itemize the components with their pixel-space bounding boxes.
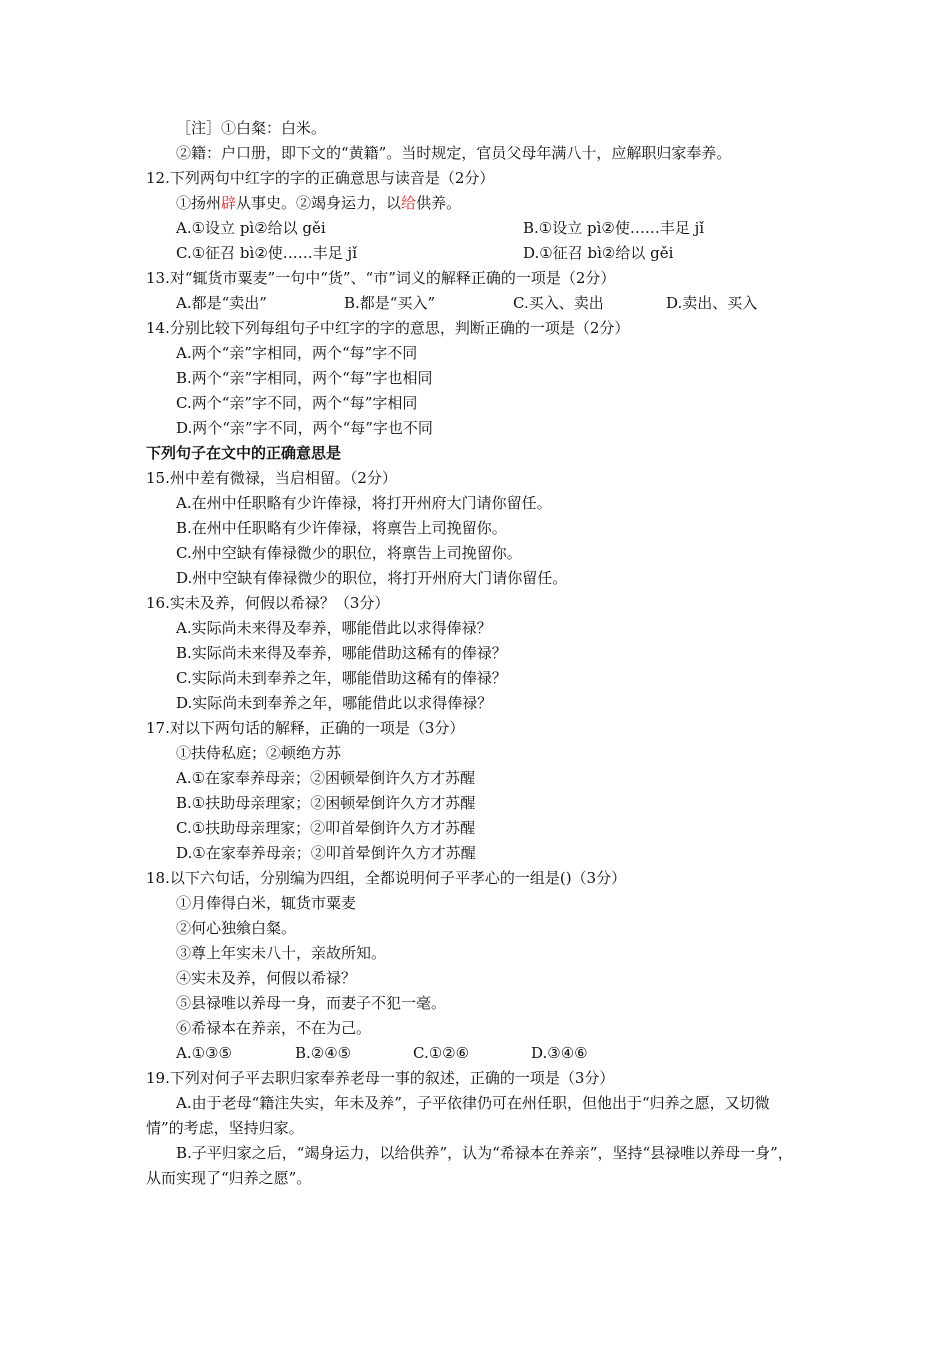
q12-option-b: B.①设立 pì②使……丰足 jǐ	[523, 219, 705, 237]
q16-option-d: D.实际尚未到奉养之年，哪能借此以求得俸禄？	[176, 694, 493, 712]
q18-sentence-1: ①月俸得白米，辄货市粟麦	[176, 894, 357, 912]
q13-option-b: B.都是“买入”	[344, 294, 436, 312]
q18-stem: 18.以下六句话，分别编为四组，全都说明何子平孝心的一组是()（3分）	[146, 869, 627, 887]
q12-option-c: C.①征召 bì②使……丰足 jǐ	[176, 244, 357, 262]
q17-option-b: B.①扶助母亲理家；②困顿晕倒许久方才苏醒	[176, 794, 476, 812]
q15-option-a: A.在州中任职略有少许俸禄，将打开州府大门请你留任。	[176, 494, 552, 512]
q12-option-a: A.①设立 pì②给以 gěi	[176, 219, 326, 237]
q17-option-a: A.①在家奉养母亲；②困顿晕倒许久方才苏醒	[176, 769, 476, 787]
q13-option-a: A.都是“卖出”	[176, 294, 267, 312]
q18-option-c: C.①②⑥	[413, 1044, 470, 1062]
q15-option-b: B.在州中任职略有少许俸禄，将禀告上司挽留你。	[176, 519, 507, 537]
q12-option-d: D.①征召 bì②给以 gěi	[523, 244, 674, 262]
q12-sentence-part: ①扬州	[176, 194, 222, 212]
section-heading: 下列句子在文中的正确意思是	[146, 444, 342, 462]
q15-stem: 15.州中差有微禄，当启相留。（2分）	[146, 469, 397, 487]
q14-option-b: B.两个“亲”字相同，两个“每”字也相同	[176, 369, 433, 387]
q17-stem: 17.对以下两句话的解释，正确的一项是（3分）	[146, 719, 465, 737]
q14-option-c: C.两个“亲”字不同，两个“每”字相同	[176, 394, 418, 412]
q16-option-a: A.实际尚未来得及奉养，哪能借此以求得俸禄？	[176, 619, 492, 637]
q12-sentence-part: 供养。	[416, 194, 462, 212]
q18-sentence-3: ③尊上年实未八十，亲故所知。	[176, 944, 387, 962]
q19-stem: 19.下列对何子平去职归家奉养老母一事的叙述，正确的一项是（3分）	[146, 1069, 615, 1087]
q18-option-a: A.①③⑤	[176, 1044, 232, 1062]
q15-option-c: C.州中空缺有俸禄微少的职位，将禀告上司挽留你。	[176, 544, 522, 562]
q14-option-a: A.两个“亲”字相同，两个“每”字不同	[176, 344, 418, 362]
q16-stem: 16.实未及养，何假以希禄？（3分）	[146, 594, 390, 612]
q15-option-d: D.州中空缺有俸禄微少的职位，将打开州府大门请你留任。	[176, 569, 568, 587]
q12-highlight-char-2: 给	[401, 194, 417, 212]
q12-stem: 12.下列两句中红字的字的正确意思与读音是（2分）	[146, 169, 495, 187]
q18-sentence-5: ⑤县禄唯以养母一身，而妻子不犯一毫。	[176, 994, 447, 1012]
q18-option-d: D.③④⑥	[531, 1044, 588, 1062]
note-1: ［注］①白粲：白米。	[176, 119, 327, 137]
q18-sentence-6: ⑥希禄本在养亲，不在为己。	[176, 1019, 372, 1037]
q19-option-a: A.由于老母“籍注失实，年未及养”，子平依律仍可在州任职，但他出于“归养之愿，又切微情”的考虑，坚持归家。	[146, 1094, 770, 1137]
q18-sentence-4: ④实未及养，何假以希禄？	[176, 969, 357, 987]
q17-subtext: ①扶侍私庭；②顿绝方苏	[176, 744, 342, 762]
q12-highlight-char-1: 辟	[221, 194, 237, 212]
q16-option-c: C.实际尚未到奉养之年，哪能借助这稀有的俸禄？	[176, 669, 507, 687]
q17-option-c: C.①扶助母亲理家；②叩首晕倒许久方才苏醒	[176, 819, 476, 837]
q17-option-d: D.①在家奉养母亲；②叩首晕倒许久方才苏醒	[176, 844, 476, 862]
q14-option-d: D.两个“亲”字不同，两个“每”字也不同	[176, 419, 433, 437]
q14-stem: 14.分别比较下列每组句子中红字的字的意思，判断正确的一项是（2分）	[146, 319, 630, 337]
q13-option-c: C.买入、卖出	[513, 294, 604, 312]
q13-option-d: D.卖出、买入	[666, 294, 758, 312]
q16-option-b: B.实际尚未来得及奉养，哪能借助这稀有的俸禄？	[176, 644, 507, 662]
note-2: ②籍：户口册，即下文的“黄籍”。当时规定，官员父母年满八十，应解职归家奉养。	[176, 144, 732, 162]
q18-option-b: B.②④⑤	[295, 1044, 352, 1062]
q12-sentence-part: 从事史。②竭身运力，以	[236, 194, 402, 212]
q18-sentence-2: ②何心独飨白粲。	[176, 919, 297, 937]
q12-sentences	[176, 191, 461, 216]
q13-stem: 13.对“辄货市粟麦”一句中“货”、“市”词义的解释正确的一项是（2分）	[146, 269, 616, 287]
q19-option-b: B.子平归家之后，“竭身运力，以给供养”，认为“希禄本在养亲”，坚持“县禄唯以养母一身”，从而实现了“归养之愿”。	[146, 1144, 793, 1187]
